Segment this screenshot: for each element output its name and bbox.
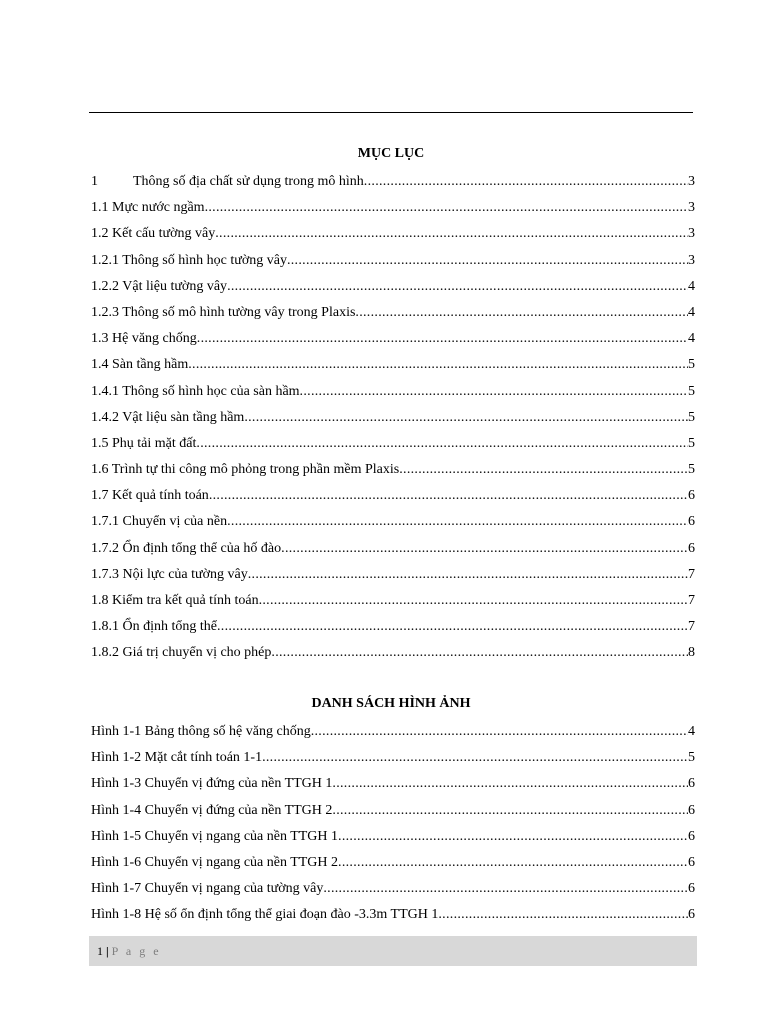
dot-leader: [227, 277, 688, 297]
entry-title: 1.4.2 Vật liệu sàn tầng hầm: [91, 409, 245, 425]
dot-leader: [338, 827, 688, 847]
entry-page-number: 6: [688, 776, 695, 792]
toc-heading: MỤC LỤC: [357, 146, 425, 161]
figure-entry[interactable]: [91, 801, 695, 827]
entry-title: 1.2 Kết cấu tường vây: [91, 226, 216, 242]
dot-leader: [209, 486, 688, 506]
entry-title: 1.4 Sàn tầng hầm: [91, 357, 189, 373]
dot-leader: [244, 408, 688, 428]
toc-entry[interactable]: [91, 617, 695, 643]
dot-leader: [355, 303, 688, 323]
figure-entry[interactable]: [91, 879, 695, 905]
dot-leader: [300, 382, 688, 402]
toc-entry[interactable]: [91, 277, 695, 303]
entry-title: 1.6 Trình tự thi công mô phỏng trong phần mềm Plaxis: [91, 462, 400, 478]
dot-leader: [188, 355, 688, 375]
toc-entry[interactable]: [91, 539, 695, 565]
toc-entry[interactable]: [91, 172, 695, 198]
entry-page-number: 5: [688, 750, 695, 766]
entry-title: 1.7.1 Chuyển vị của nền: [91, 514, 228, 530]
toc-list: [91, 172, 695, 670]
entry-page-number: 6: [688, 881, 695, 897]
entry-page-number: 4: [688, 304, 695, 320]
entry-title: 1.8.1 Ổn định tổng thể: [91, 619, 217, 635]
entry-page-number: 3: [688, 200, 695, 216]
entry-title: 1.7.3 Nội lực của tường vây: [91, 566, 248, 582]
entry-page-number: 7: [688, 566, 695, 582]
entry-page-number: 7: [688, 593, 695, 608]
dot-leader: [323, 879, 688, 899]
dot-leader: [215, 224, 688, 244]
toc-entry[interactable]: [91, 303, 695, 329]
toc-entry[interactable]: [91, 408, 695, 434]
dot-leader: [262, 748, 688, 768]
dot-leader: [281, 539, 688, 559]
entry-page-number: 4: [688, 331, 695, 347]
toc-entry[interactable]: [91, 643, 695, 669]
toc-entry[interactable]: [91, 591, 695, 617]
dot-leader: [217, 617, 688, 637]
toc-entry[interactable]: [91, 486, 695, 512]
toc-entry[interactable]: [91, 251, 695, 277]
page-footer: [89, 936, 697, 966]
entry-page-number: 5: [688, 409, 695, 425]
entry-title: Hình 1-4 Chuyển vị đứng của nền TTGH 2: [91, 802, 333, 818]
entry-title: 1.2.2 Vật liệu tường vây: [91, 278, 228, 294]
entry-title: 1.8 Kiểm tra kết quả tính toán: [91, 593, 259, 608]
entry-title: Hình 1-6 Chuyển vị ngang của nền TTGH 2: [91, 854, 339, 870]
entry-page-number: 3: [688, 252, 695, 268]
dot-leader: [205, 198, 688, 218]
entry-title: 1.7 Kết quả tính toán: [91, 488, 209, 504]
entry-title: 1.7.2 Ổn định tổng thể của hố đào: [91, 540, 282, 556]
entry-title: 1.8.2 Giá trị chuyển vị cho phép: [91, 645, 272, 661]
entry-number: 1: [91, 174, 98, 189]
entry-title: 1.4.1 Thông số hình học của sàn hầm: [91, 383, 300, 399]
toc-entry[interactable]: [91, 355, 695, 381]
dot-leader: [332, 774, 688, 794]
toc-entry[interactable]: [91, 565, 695, 591]
entry-title: Hình 1-7 Chuyển vị ngang của tường vây: [91, 881, 324, 897]
figure-list: [91, 722, 695, 932]
entry-page-number: 6: [688, 488, 695, 504]
entry-page-number: 6: [688, 514, 695, 530]
entry-page-number: 4: [688, 278, 695, 294]
dot-leader: [364, 172, 688, 192]
entry-title: Hình 1-2 Mặt cắt tính toán 1-1: [91, 750, 263, 766]
figure-entry[interactable]: [91, 827, 695, 853]
entry-page-number: 6: [688, 540, 695, 556]
entry-page-number: 6: [688, 854, 695, 870]
entry-page-number: 5: [688, 435, 695, 451]
toc-entry[interactable]: [91, 198, 695, 224]
dot-leader: [259, 591, 688, 611]
footer-page-number: 1: [97, 944, 103, 958]
dot-leader: [271, 643, 688, 663]
entry-page-number: 6: [688, 907, 695, 923]
dot-leader: [248, 565, 688, 585]
dot-leader: [332, 801, 688, 821]
dot-leader: [311, 722, 688, 742]
figure-entry[interactable]: [91, 774, 695, 800]
entry-page-number: 4: [688, 724, 695, 739]
entry-page-number: 5: [688, 462, 695, 478]
dot-leader: [399, 460, 688, 480]
entry-page-number: 5: [688, 383, 695, 399]
entry-title: 1.5 Phụ tải mặt đất: [91, 435, 197, 451]
figure-entry[interactable]: [91, 748, 695, 774]
figure-entry[interactable]: [91, 905, 695, 931]
dot-leader: [338, 853, 688, 873]
entry-title: Hình 1-1 Bảng thông số hệ văng chống: [91, 724, 311, 739]
dot-leader: [227, 512, 688, 532]
entry-page-number: 6: [688, 802, 695, 818]
entry-page-number: 7: [688, 619, 695, 635]
entry-page-number: 3: [688, 226, 695, 242]
footer-separator: |: [106, 944, 109, 958]
toc-entry[interactable]: [91, 382, 695, 408]
dot-leader: [196, 434, 688, 454]
entry-page-number: 8: [688, 645, 695, 661]
figure-entry[interactable]: [91, 722, 695, 748]
dot-leader: [438, 905, 688, 925]
toc-entry[interactable]: [91, 460, 695, 486]
dot-leader: [287, 251, 688, 271]
toc-entry[interactable]: [91, 434, 695, 460]
figure-list-heading: DANH SÁCH HÌNH ẢNH: [311, 696, 471, 711]
toc-entry[interactable]: [91, 224, 695, 250]
footer-page-label: P a g e: [111, 944, 162, 958]
entry-title: 1.2.1 Thông số hình học tường vây: [91, 252, 287, 268]
header-rule: [89, 112, 693, 113]
entry-page-number: 3: [688, 174, 695, 189]
entry-title: Thông số địa chất sử dụng trong mô hình: [133, 174, 364, 189]
entry-title: Hình 1-8 Hệ số ổn định tổng thể giai đoạn đào -3.3m TTGH 1: [91, 907, 439, 923]
entry-title: Hình 1-5 Chuyển vị ngang của nền TTGH 1: [91, 828, 339, 844]
entry-title: 1.1 Mực nước ngầm: [91, 200, 205, 216]
toc-entry[interactable]: [91, 512, 695, 538]
entry-page-number: 6: [688, 828, 695, 844]
entry-title: 1.2.3 Thông số mô hình tường vây trong Plaxis: [91, 304, 356, 320]
dot-leader: [197, 329, 688, 349]
entry-title: Hình 1-3 Chuyển vị đứng của nền TTGH 1: [91, 776, 333, 792]
toc-entry[interactable]: [91, 329, 695, 355]
figure-entry[interactable]: [91, 853, 695, 879]
entry-page-number: 5: [688, 357, 695, 373]
entry-title: 1.3 Hệ văng chống: [91, 331, 197, 347]
